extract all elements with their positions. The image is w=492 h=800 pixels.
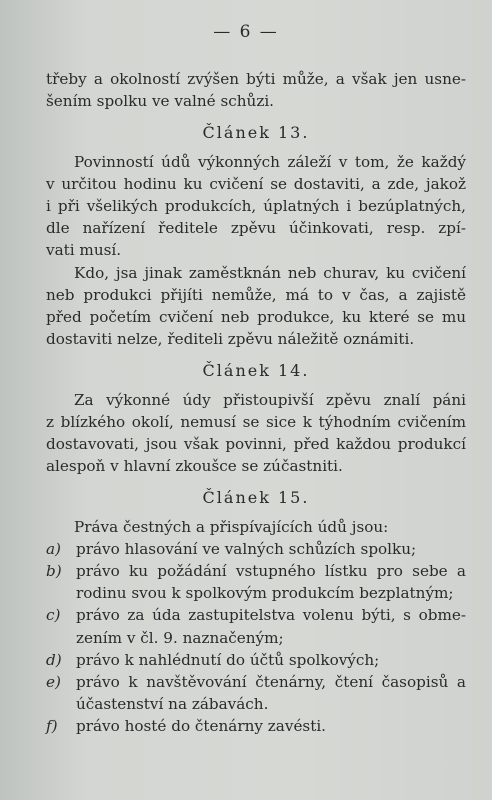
item-text: právo hosté do čtenárny zavésti. xyxy=(76,717,327,736)
text-line: i při všelikých produkcích, úplatných i bezúplatných, xyxy=(46,197,466,216)
item-text: právo ku požádání vstupného lístku pro sebe a xyxy=(76,562,466,581)
text-line: v určitou hodinu ku cvičení se dostaviti, a zde, jakož xyxy=(46,174,466,193)
list-item-continuation xyxy=(46,582,466,604)
item-text: účastenství na zábavách. xyxy=(76,695,269,714)
item-marker: a) xyxy=(46,539,61,558)
page-text xyxy=(46,68,466,738)
text-line: vati musí. xyxy=(46,241,122,260)
item-marker: f) xyxy=(46,717,58,736)
article-14-heading: Článek 14. xyxy=(202,361,310,381)
text-line: neb produkci přijíti nemůže, má to v čas, a zajistě xyxy=(46,285,466,304)
text-line: třeby a okolností zvýšen býti může, a však jen usne- xyxy=(46,70,466,88)
item-text: rodinu svou k spolkovým produkcím bezplatným; xyxy=(76,584,454,603)
article-14-paragraph xyxy=(46,389,466,478)
text-line: před početím cvičení neb produkce, ku které se mu xyxy=(46,308,466,327)
list-item xyxy=(46,649,466,671)
intro-paragraph xyxy=(46,68,466,112)
text-line: alespoň v hlavní zkoušce se zúčastniti. xyxy=(46,457,343,476)
article-15-intro: Práva čestných a přispívajících údů jsou: xyxy=(74,517,389,536)
item-marker: d) xyxy=(46,650,62,669)
article-13-paragraph-1 xyxy=(46,151,466,262)
list-item xyxy=(46,715,466,737)
item-text: právo hlasování ve valných schůzích spolku; xyxy=(76,539,417,558)
article-13-heading: Článek 13. xyxy=(202,123,310,143)
list-item xyxy=(46,560,466,582)
text-line: dostaviti nelze, řediteli zpěvu náležitě oznámiti. xyxy=(46,330,415,349)
item-text: právo za úda zastupitelstva volenu býti, s obme- xyxy=(76,606,466,625)
item-marker: e) xyxy=(46,673,61,692)
list-item-continuation xyxy=(46,627,466,649)
text-line: z blízkého okolí, nemusí se sice k týhodním cvičením xyxy=(46,412,466,431)
text-line: dostavovati, jsou však povinni, před každou produkcí xyxy=(46,435,466,454)
item-text: zením v čl. 9. naznačeným; xyxy=(76,628,284,647)
article-13-paragraph-2 xyxy=(46,262,466,351)
text-line: šením spolku ve valné schůzi. xyxy=(46,92,275,111)
rights-list xyxy=(46,538,466,738)
item-marker: c) xyxy=(46,606,61,625)
list-item xyxy=(46,671,466,693)
item-marker: b) xyxy=(46,562,62,581)
text-line: Kdo, jsa jinak zaměstknán neb churav, ku cvičení xyxy=(74,263,466,282)
item-text: právo k nahlédnutí do účtů spolkových; xyxy=(76,650,380,669)
article-15-heading: Článek 15. xyxy=(202,488,310,508)
text-line: Za výkonné údy přistoupivší zpěvu znalí páni xyxy=(74,390,466,409)
list-item xyxy=(46,604,466,626)
list-item xyxy=(46,538,466,560)
text-line: Povinností údů výkonných záleží v tom, že každý xyxy=(74,152,466,171)
list-item-continuation xyxy=(46,693,466,715)
text-line: dle nařízení ředitele zpěvu účinkovati, resp. zpí- xyxy=(46,219,466,238)
item-text: právo k navštěvování čtenárny, čtení časopisů a xyxy=(76,673,466,692)
page-number: — 6 — xyxy=(213,22,279,42)
